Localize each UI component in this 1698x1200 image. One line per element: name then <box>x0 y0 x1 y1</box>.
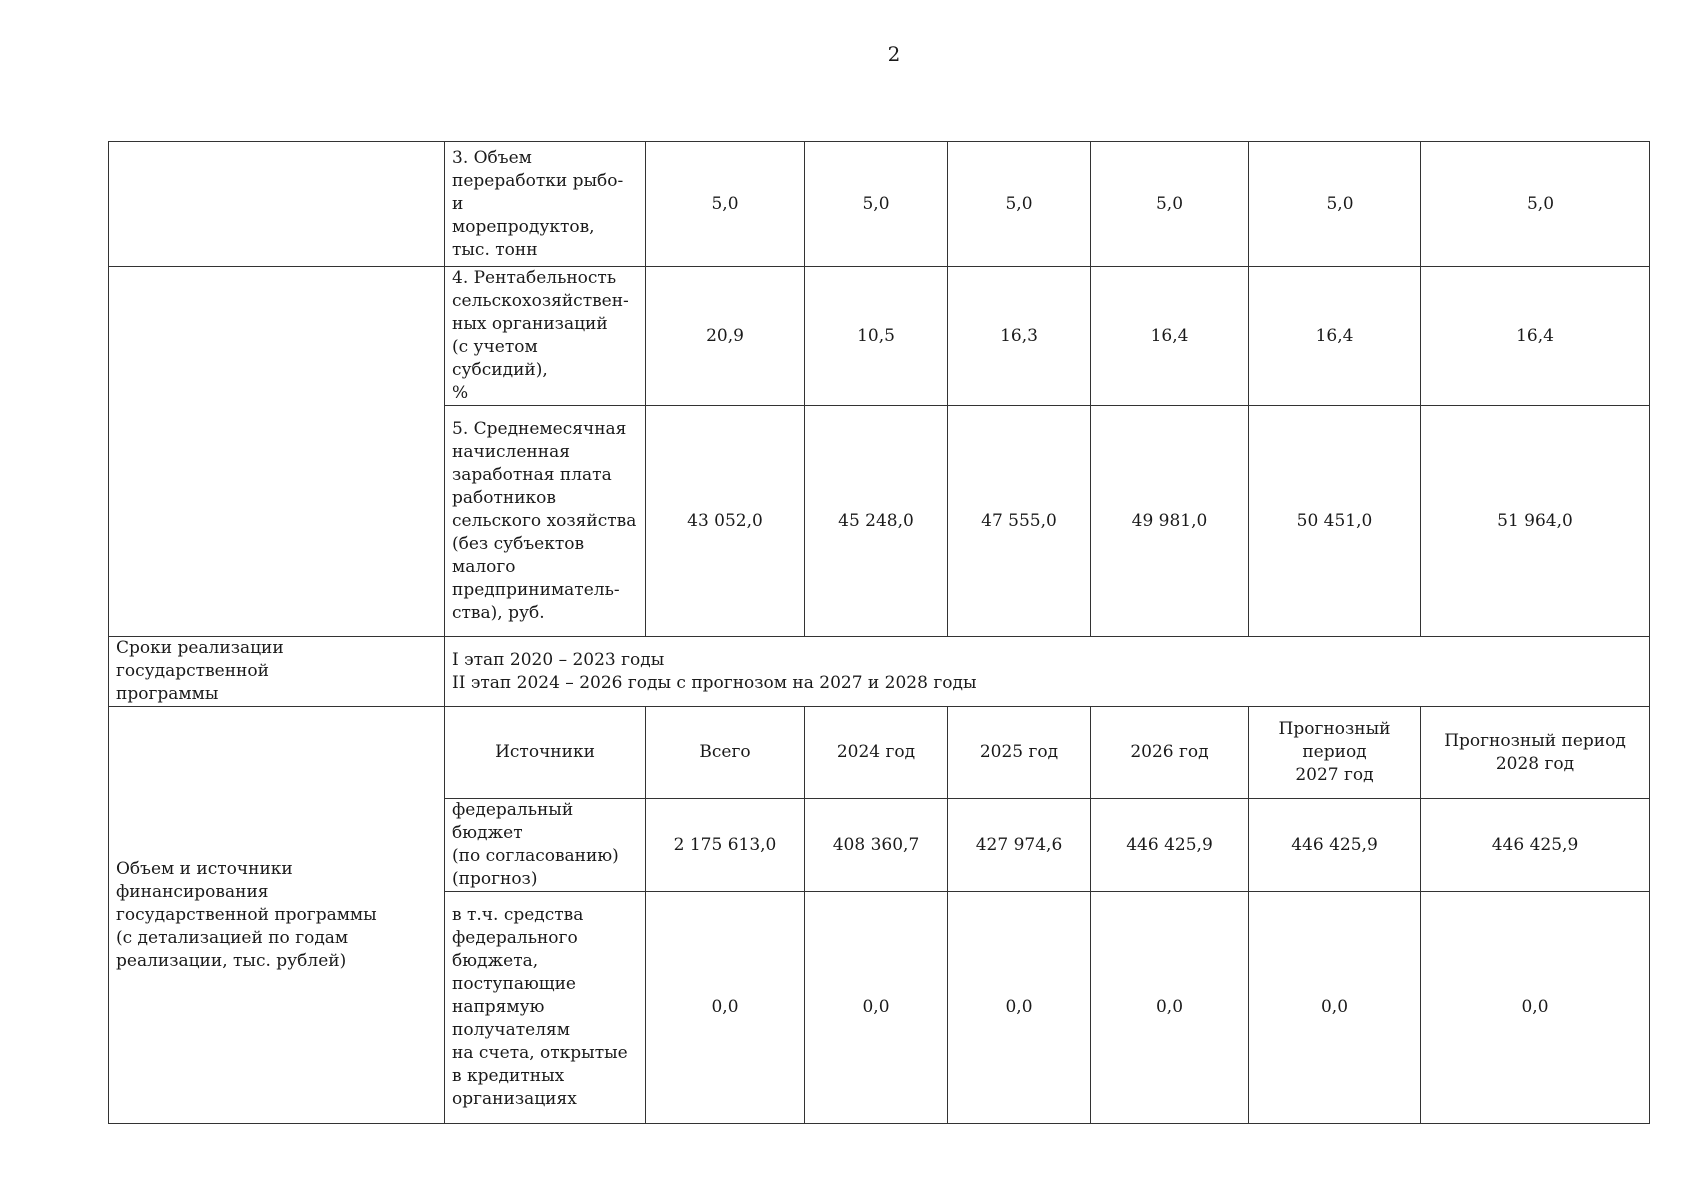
value-cell: 5,0 <box>948 142 1091 267</box>
terms-row <box>109 637 1650 707</box>
label-line: 3. Объем <box>452 147 532 168</box>
value-cell: 49 981,0 <box>1091 406 1249 637</box>
label-line: Объем и источники финансирования <box>116 858 293 902</box>
value-cell: 5,0 <box>805 142 948 267</box>
value-cell: 2 175 613,0 <box>646 799 805 892</box>
value-cell: 0,0 <box>646 892 805 1124</box>
value-cell: 43 052,0 <box>646 406 805 637</box>
value-cell: 50 451,0 <box>1249 406 1421 637</box>
label-line: государственной программы <box>116 904 377 925</box>
header-2026 <box>1091 707 1249 799</box>
label-line: Сроки реализации государственной <box>116 638 284 681</box>
header-line: Прогнозный <box>1278 719 1391 739</box>
program-passport-table <box>108 141 1650 1124</box>
label-line: % <box>452 383 469 403</box>
label-line: в кредитных <box>452 1066 565 1086</box>
financing-header-row <box>109 707 1650 799</box>
value-cell: 0,0 <box>1249 892 1421 1124</box>
indicator-label <box>445 142 646 267</box>
label-line: получателям <box>452 1020 570 1040</box>
label-line: федеральный бюджет <box>452 800 574 843</box>
value-cell: 446 425,9 <box>1091 799 1249 892</box>
terms-label <box>109 637 445 707</box>
indicator-label <box>445 267 646 406</box>
label-line: бюджета, <box>452 951 539 971</box>
label-line: предприниматель- <box>452 579 620 600</box>
indicator-label <box>445 406 646 637</box>
header-sources <box>445 707 646 799</box>
header-line: Всего <box>699 742 751 762</box>
value-cell: 51 964,0 <box>1421 406 1650 637</box>
label-line: сельскохозяйствен- <box>452 291 629 311</box>
label-line: (прогноз) <box>452 869 538 889</box>
header-2028 <box>1421 707 1650 799</box>
label-line: программы <box>116 684 219 704</box>
label-line: (с учетом субсидий), <box>452 337 548 380</box>
value-cell: 16,4 <box>1091 267 1249 406</box>
label-line: в т.ч. средства <box>452 905 584 925</box>
page-number: 2 <box>887 42 901 66</box>
value-cell: 16,3 <box>948 267 1091 406</box>
value-cell: 0,0 <box>805 892 948 1124</box>
label-line: ных организаций <box>452 314 608 334</box>
value-cell: 16,4 <box>1421 267 1650 406</box>
label-line: начисленная <box>452 441 570 462</box>
label-line: на счета, открытые <box>452 1043 628 1063</box>
indicator-row <box>109 142 1650 267</box>
header-line: Источники <box>495 742 595 762</box>
label-line: 4. Рентабельность <box>452 268 617 288</box>
value-cell: 0,0 <box>948 892 1091 1124</box>
label-line: заработная плата <box>452 464 612 485</box>
header-line: 2027 год <box>1295 765 1374 785</box>
stage-line: II этап 2024 – 2026 годы с прогнозом на 2027 и 2028 годы <box>452 672 977 693</box>
header-line: период <box>1302 742 1367 762</box>
value-cell: 446 425,9 <box>1421 799 1650 892</box>
label-line: федерального <box>452 928 578 948</box>
value-cell: 47 555,0 <box>948 406 1091 637</box>
indicator-row <box>109 267 1650 406</box>
value-cell: 446 425,9 <box>1249 799 1421 892</box>
value-cell: 0,0 <box>1421 892 1650 1124</box>
label-line: реализации, тыс. рублей) <box>116 950 347 971</box>
label-line: (по согласованию) <box>452 846 619 866</box>
header-line: 2024 год <box>836 742 916 762</box>
header-2027 <box>1249 707 1421 799</box>
value-cell: 16,4 <box>1249 267 1421 406</box>
header-2025 <box>948 707 1091 799</box>
label-line: (с детализацией по годам <box>116 927 349 948</box>
header-total <box>646 707 805 799</box>
label-line: морепродуктов, <box>452 216 595 237</box>
header-line: 2026 год <box>1130 742 1209 762</box>
source-label <box>445 799 646 892</box>
label-line: переработки рыбо- и <box>452 170 624 214</box>
value-cell: 45 248,0 <box>805 406 948 637</box>
financing-label <box>109 707 445 1124</box>
label-line: малого <box>452 556 516 577</box>
label-line: организациях <box>452 1089 577 1109</box>
label-line: напрямую <box>452 997 545 1017</box>
empty-cell <box>109 267 445 637</box>
source-label <box>445 892 646 1124</box>
value-cell: 5,0 <box>1091 142 1249 267</box>
stage-line: I этап 2020 – 2023 годы <box>452 649 665 670</box>
terms-value <box>445 637 1650 707</box>
label-line: ства), руб. <box>452 602 545 623</box>
label-line: поступающие <box>452 974 576 994</box>
header-line: 2028 год <box>1495 753 1575 774</box>
header-line: Прогнозный период <box>1444 730 1626 751</box>
empty-cell <box>109 142 445 267</box>
header-2024 <box>805 707 948 799</box>
value-cell: 10,5 <box>805 267 948 406</box>
label-line: (без субъектов <box>452 533 585 554</box>
label-line: 5. Среднемесячная <box>452 418 627 439</box>
value-cell: 5,0 <box>1421 142 1650 267</box>
value-cell: 408 360,7 <box>805 799 948 892</box>
header-line: 2025 год <box>979 742 1059 762</box>
value-cell: 5,0 <box>646 142 805 267</box>
value-cell: 20,9 <box>646 267 805 406</box>
label-line: сельского хозяйства <box>452 510 637 531</box>
value-cell: 0,0 <box>1091 892 1249 1124</box>
label-line: тыс. тонн <box>452 239 538 260</box>
value-cell: 427 974,6 <box>948 799 1091 892</box>
value-cell: 5,0 <box>1249 142 1421 267</box>
label-line: работников <box>452 487 556 508</box>
